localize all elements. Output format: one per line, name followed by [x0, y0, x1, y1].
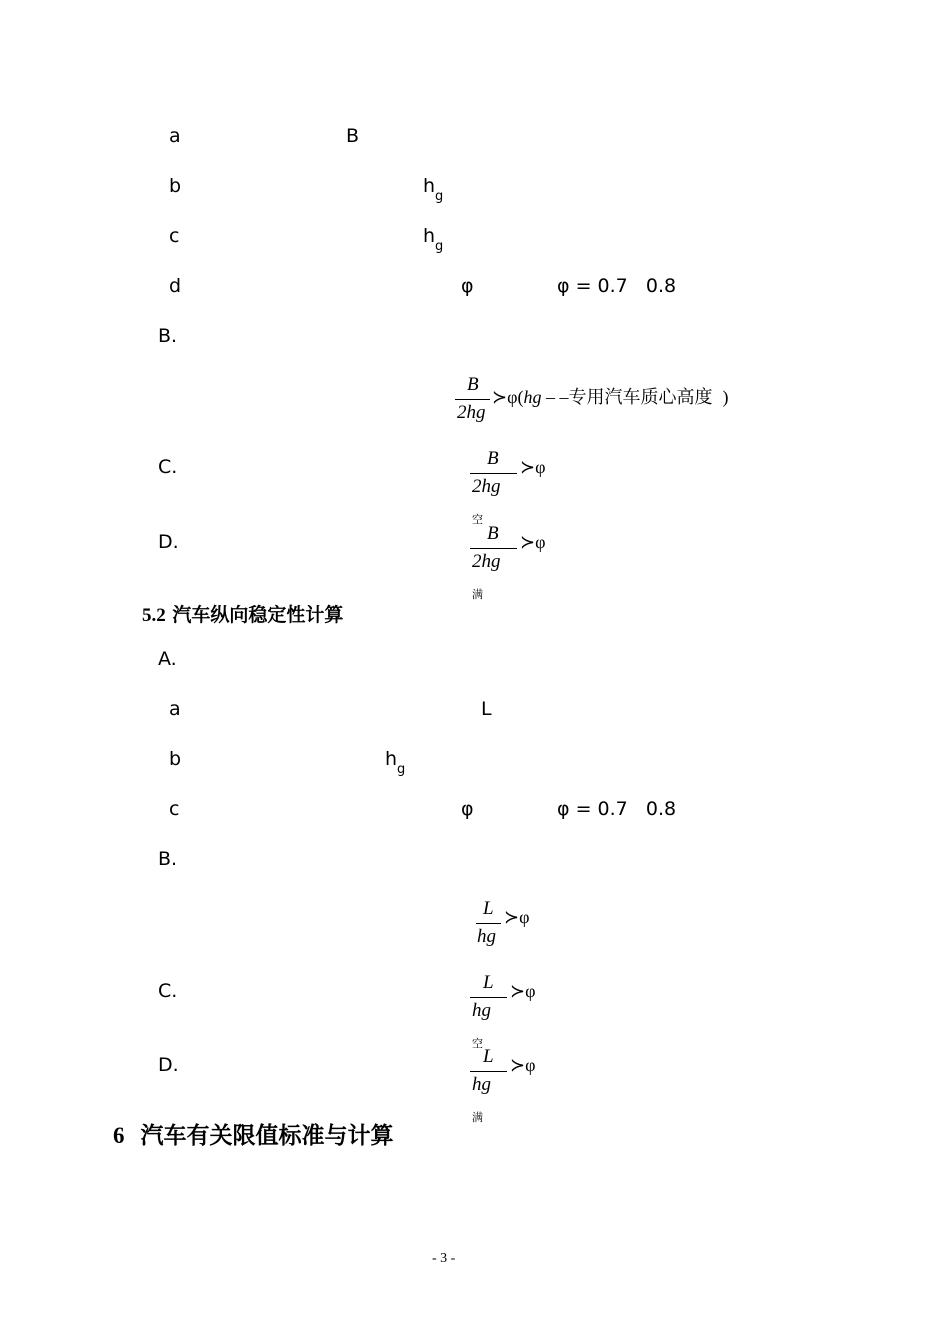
section-heading-6: 6 汽车有关限值标准与计算 [113, 1123, 394, 1149]
symbol-L: L [481, 698, 492, 720]
label-C: C. [158, 980, 178, 1002]
label-C: C. [158, 456, 178, 478]
item-label-a: a [169, 698, 181, 720]
item-label-a: a [169, 125, 181, 147]
symbol-hg: $h_g$ [423, 225, 444, 254]
item-label-c: c [169, 798, 180, 820]
symbol-hg: $h_g$ [423, 175, 444, 204]
label-B: B. [158, 325, 178, 347]
item-label-d: d [169, 275, 182, 297]
item-label-c: c [169, 225, 180, 247]
label-B: B. [158, 848, 178, 870]
label-A: A. [158, 648, 177, 670]
phi-value: φ = 0.7 0.8 [557, 275, 677, 297]
item-label-b: b [169, 175, 182, 197]
symbol-hg: $h_g$ [385, 748, 406, 777]
section-heading-5-2: 5.2 汽车纵向稳定性计算 [142, 604, 344, 626]
label-D: D. [158, 1054, 179, 1076]
label-D: D. [158, 531, 179, 553]
symbol-phi: φ [461, 275, 474, 297]
symbol-B: B [346, 125, 360, 147]
page-number: - 3 - [432, 1251, 456, 1266]
item-label-b: b [169, 748, 182, 770]
phi-value: φ = 0.7 0.8 [557, 798, 677, 820]
symbol-phi: φ [461, 798, 474, 820]
